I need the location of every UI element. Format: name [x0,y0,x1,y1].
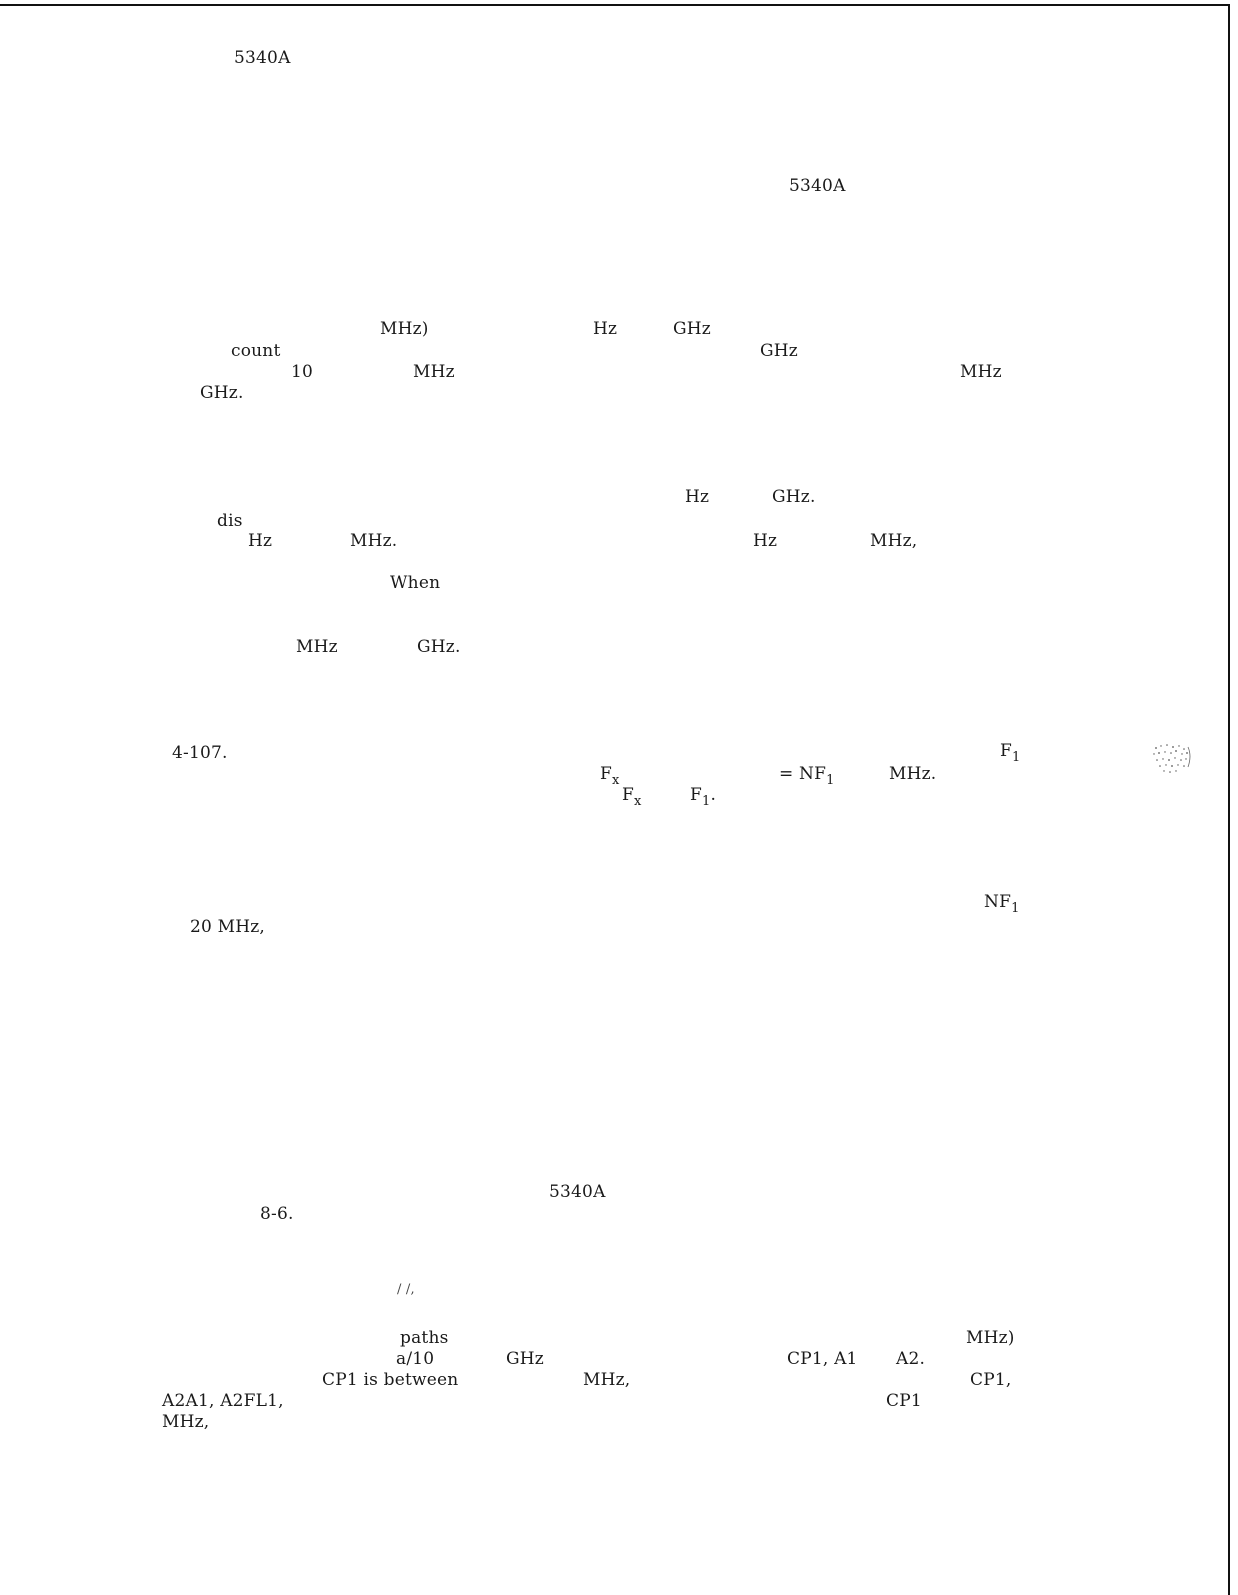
p3-twenty-mhz: 20 MHz, [190,917,266,937]
p2-hz-b: Hz [753,531,778,551]
p3-equals-nf1: = $NF_1$ [779,764,835,788]
p2-dis: dis [217,511,243,531]
p4-paths: paths [400,1328,449,1348]
p4-a2: A2. [896,1349,926,1369]
p1-mhz-a: MHz [413,362,455,382]
p3-f1-2: $F_1$. [690,785,717,809]
p1-mhz-paren: MHz) [380,319,429,339]
p2-mhz-period: MHz. [350,531,398,551]
p4-a-ten: a/10 [396,1349,435,1369]
p1-count: count [231,341,281,361]
p4-figure-ref: 8-6. [260,1204,294,1224]
p3-mhz-period: MHz. [889,764,937,784]
p2-hz: Hz [685,487,710,507]
p3-fx: $F_x$ [600,764,620,788]
p2-mhz: MHz [296,637,338,657]
p4-mhz-comma-2: MHz, [162,1412,210,1432]
p4-cp1-comma: CP1, [970,1370,1012,1390]
p1-ghz: GHz [673,319,711,339]
p4-cp1-a1: CP1, A1 [787,1349,858,1369]
p1-ghz-period: GHz. [200,383,244,403]
p4-mhz-comma: MHz, [583,1370,631,1390]
p3-nf1: $NF_1$ [984,892,1020,916]
p1-hz: Hz [593,319,618,339]
p2-ghz-period: GHz. [772,487,816,507]
p1-ghz-2: GHz [760,341,798,361]
p2-hz-a: Hz [248,531,273,551]
page-border [0,4,1230,1595]
p4-mhz-paren: MHz) [966,1328,1015,1348]
p4-cp1-between: CP1 is between [322,1370,459,1390]
header-model-number: 5340A [234,48,291,68]
p3-f1: $F_1$ [1000,741,1021,765]
p4-ghz: GHz [506,1349,544,1369]
p4-stray-marks: / /, [397,1282,415,1297]
p2-ghz-period-2: GHz. [417,637,461,657]
p1-ten: 10 [291,362,314,382]
p4-cp1: CP1 [886,1391,922,1411]
p2-mhz-comma: MHz, [870,531,918,551]
p3-paragraph-number: 4-107. [172,743,228,763]
p2-when: When [390,573,441,593]
scan-stamp-mark [1148,738,1198,782]
p4-model-number: 5340A [549,1182,606,1202]
p3-fx-2: $F_x$ [622,785,642,809]
p4-a2a1: A2A1, A2FL1, [162,1391,284,1411]
section-model-number: 5340A [789,176,846,196]
p1-mhz-b: MHz [960,362,1002,382]
